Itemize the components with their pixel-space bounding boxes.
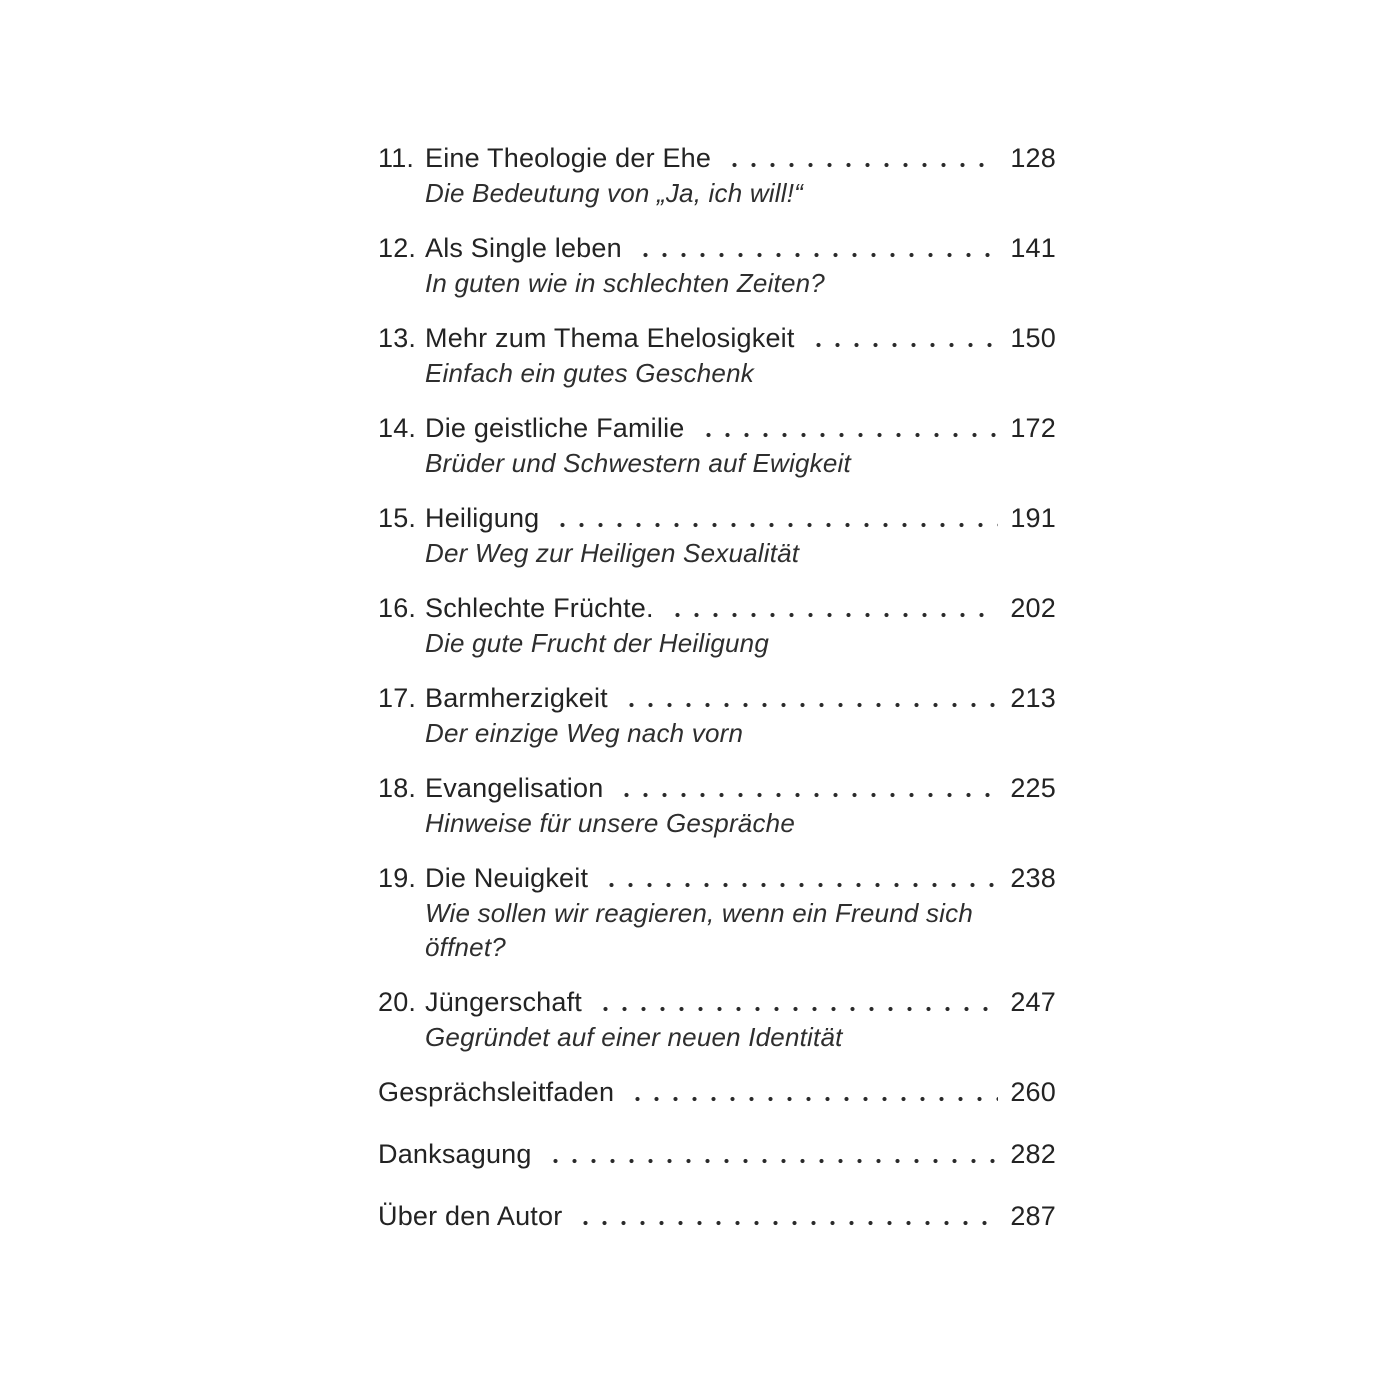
entry-page-number: 202 [1010, 593, 1056, 623]
entry-number: 17. [378, 683, 417, 713]
toc-entry-line [378, 770, 1056, 806]
toc-entry-line [378, 230, 1056, 266]
entry-title: Gesprächsleitfaden [378, 1077, 615, 1107]
entry-title: Die geistliche Familie [425, 413, 685, 443]
entry-title: Mehr zum Thema Ehelosigkeit [425, 323, 795, 353]
entry-page-number: 225 [1010, 773, 1056, 803]
toc-entry [378, 680, 1056, 750]
toc-entry-line [378, 140, 1056, 176]
dot-leader [615, 770, 998, 806]
toc-entry-line [378, 410, 1056, 446]
entry-subtitle: Hinweise für unsere Gespräche [425, 808, 795, 838]
toc-entry [378, 860, 1056, 964]
dot-leader [551, 500, 998, 536]
entry-page-number: 260 [1010, 1077, 1056, 1107]
entry-page-number: 282 [1010, 1139, 1056, 1169]
toc-entry [378, 410, 1056, 480]
entry-number: 14. [378, 413, 417, 443]
table-of-contents [378, 140, 1056, 1260]
dot-leader [594, 984, 998, 1020]
entry-page-number: 172 [1010, 413, 1056, 443]
entry-page-number: 238 [1010, 863, 1056, 893]
entry-page-number: 213 [1010, 683, 1056, 713]
entry-page-number: 247 [1010, 987, 1056, 1017]
entry-subtitle: Der Weg zur Heiligen Sexualität [425, 538, 800, 568]
toc-entry [378, 1074, 1056, 1110]
entry-number: 19. [378, 863, 417, 893]
entry-title: Evangelisation [425, 773, 604, 803]
entry-subtitle: Einfach ein gutes Geschenk [425, 358, 754, 388]
toc-entry [378, 230, 1056, 300]
toc-entry-line [378, 500, 1056, 536]
toc-entry [378, 500, 1056, 570]
entry-title: Eine Theologie der Ehe [425, 143, 712, 173]
entry-page-number: 191 [1010, 503, 1056, 533]
toc-entry-line [378, 1074, 1056, 1110]
dot-leader [620, 680, 998, 716]
entry-page-number: 287 [1010, 1201, 1056, 1231]
entry-subtitle: Die Bedeutung von „Ja, ich will!“ [425, 178, 804, 208]
toc-entry [378, 1198, 1056, 1234]
entry-subtitle: Die gute Frucht der Heiligung [425, 628, 769, 658]
entry-title: Barmherzigkeit [425, 683, 608, 713]
toc-entry [378, 1136, 1056, 1172]
entry-number: 20. [378, 987, 417, 1017]
entry-title: Die Neuigkeit [425, 863, 589, 893]
toc-entry-line [378, 984, 1056, 1020]
entry-number: 13. [378, 323, 417, 353]
toc-entry-line [378, 860, 1056, 896]
entry-subtitle: Wie sollen wir reagieren, wenn ein Freund sich öffnet? [425, 898, 974, 962]
entry-number: 18. [378, 773, 417, 803]
entry-number: 16. [378, 593, 417, 623]
toc-entry-line [378, 1198, 1056, 1234]
dot-leader [723, 140, 998, 176]
dot-leader [600, 860, 998, 896]
toc-entry [378, 770, 1056, 840]
entry-subtitle: Gegründet auf einer neuen Identität [425, 1022, 843, 1052]
entry-number: 15. [378, 503, 417, 533]
entry-title: Jüngerschaft [425, 987, 582, 1017]
toc-entry [378, 590, 1056, 660]
dot-leader [634, 230, 998, 266]
entry-title: Als Single leben [425, 233, 622, 263]
toc-entry [378, 140, 1056, 210]
entry-title: Schlechte Früchte. [425, 593, 654, 623]
entry-title: Danksagung [378, 1139, 532, 1169]
toc-entry-line [378, 320, 1056, 356]
entry-page-number: 128 [1010, 143, 1056, 173]
dot-leader [807, 320, 998, 356]
toc-entry-line [378, 590, 1056, 626]
toc-entry [378, 984, 1056, 1054]
dot-leader [697, 410, 999, 446]
toc-entry-line [378, 680, 1056, 716]
entry-page-number: 141 [1010, 233, 1056, 263]
entry-subtitle: Der einzige Weg nach vorn [425, 718, 744, 748]
toc-entry [378, 320, 1056, 390]
dot-leader [574, 1198, 998, 1234]
dot-leader [626, 1074, 998, 1110]
entry-number: 11. [378, 143, 415, 173]
entry-number: 12. [378, 233, 417, 263]
dot-leader [544, 1136, 998, 1172]
entry-title: Über den Autor [378, 1201, 563, 1231]
entry-title: Heiligung [425, 503, 540, 533]
dot-leader [666, 590, 998, 626]
entry-subtitle: In guten wie in schlechten Zeiten? [425, 268, 825, 298]
toc-entry-line [378, 1136, 1056, 1172]
entry-subtitle: Brüder und Schwestern auf Ewigkeit [425, 448, 851, 478]
entry-page-number: 150 [1010, 323, 1056, 353]
